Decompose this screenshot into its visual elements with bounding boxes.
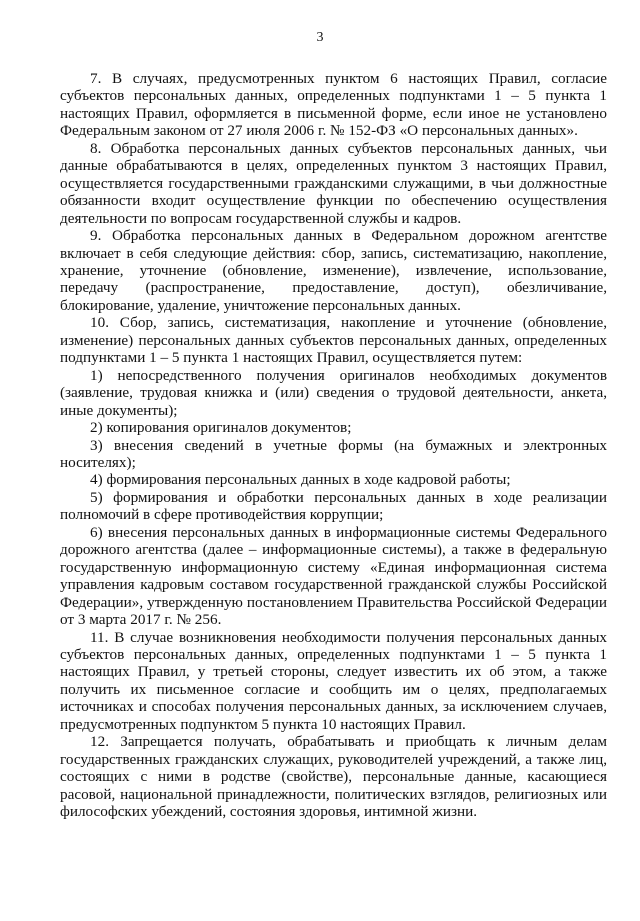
paragraph-10: 10. Сбор, запись, систематизация, накопление и уточнение (обновление, изменение) персональных данных субъектов персональных данных, определенных подпунктами 1 – 5 пункта 1 настоящих Правил, осуществляется путем: xyxy=(60,314,607,367)
paragraph-8: 8. Обработка персональных данных субъектов персональных данных, чьи данные обрабатываются в целях, определенных пунктом 3 настоящих Правил, осуществляется государственными гражданскими служащими, в чьи должностные обязанности входит осуществление функции по обеспечению осуществления деятельности по вопросам государственной службы и кадров. xyxy=(60,139,607,227)
page-number: 3 xyxy=(316,30,324,45)
subparagraph-10-1: 1) непосредственного получения оригиналов необходимых документов (заявление, трудовая книжка и (или) сведения о трудовой деятельности, анкета, иные документы); xyxy=(60,366,607,419)
paragraph-9: 9. Обработка персональных данных в Федеральном дорожном агентстве включает в себя следующие действия: сбор, запись, систематизацию, накопление, хранение, уточнение (обновление, изменение), извлечение, использование, передачу (распространение, предоставление, доступ), обезличивание, блокирование, удаление, уничтожение персональных данных. xyxy=(60,227,607,314)
subparagraph-10-6: 6) внесения персональных данных в информационные системы Федерального дорожного агентства (далее – информационные системы), а также в федеральную государственную информационную систему «Единая информационная система управления кадровым составом государственной гражданской службы Российской Федерации», утвержденную постановлением Правительства Российской Федерации от 3 марта 2017 г. № 256. xyxy=(60,523,607,629)
paragraph-7: 7. В случаях, предусмотренных пунктом 6 настоящих Правил, согласие субъектов персональных данных, определенных подпунктами 1 – 5 пункта 1 настоящих Правил, оформляется в письменной форме, если иное не установлено Федеральным законом от 27 июля 2006 г. № 152-ФЗ «О персональных данных». xyxy=(60,70,607,140)
subparagraph-10-5: 5) формирования и обработки персональных данных в ходе реализации полномочий в сфере противодействия коррупции; xyxy=(60,488,607,524)
subparagraph-10-2: 2) копирования оригиналов документов; xyxy=(90,419,352,437)
subparagraph-10-4: 4) формирования персональных данных в ходе кадровой работы; xyxy=(90,471,511,489)
document-body xyxy=(60,70,607,820)
subparagraph-10-3: 3) внесения сведений в учетные формы (на бумажных и электронных носителях); xyxy=(60,436,607,471)
paragraph-11: 11. В случае возникновения необходимости получения персональных данных субъектов персональных данных, определенных подпунктами 1 – 5 пункта 1 настоящих Правил, у третьей стороны, следует известить их об этом, а также получить их письменное согласие и сообщить им о целях, предполагаемых источниках и способах получения персональных данных, за исключением случаев, предусмотренных подпунктом 5 пункта 10 настоящих Правил. xyxy=(60,628,607,733)
paragraph-12: 12. Запрещается получать, обрабатывать и приобщать к личным делам государственных гражданских служащих, руководителей учреждений, а также лиц, состоящих с ними в родстве (свойстве), персональные данные, касающиеся расовой, национальной принадлежности, политических взглядов, религиозных или философских убеждений, состояния здоровья, интимной жизни. xyxy=(60,733,607,821)
